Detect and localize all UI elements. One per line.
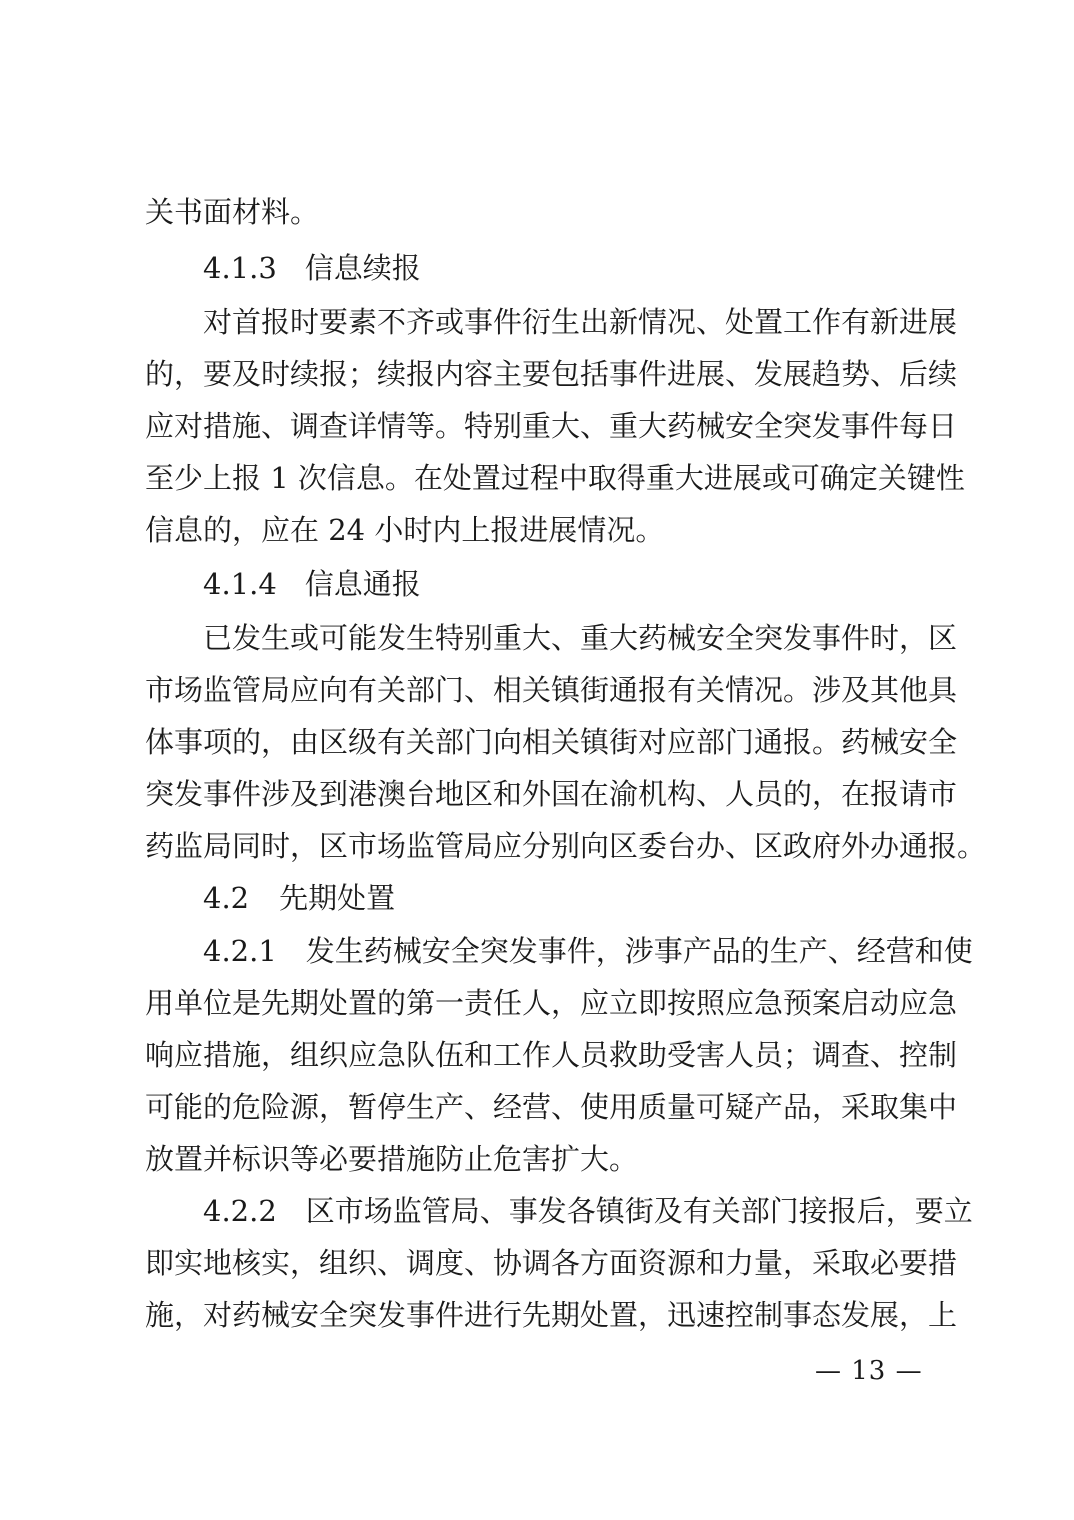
paragraph-line: 体事项的，由区级有关部门向相关镇街对应部门通报。药械安全 [145, 725, 958, 759]
paragraph-line: 放置并标识等必要措施防止危害扩大。 [145, 1142, 639, 1176]
paragraph-line: 对首报时要素不齐或事件衍生出新情况、处置工作有新进展 [203, 305, 958, 339]
paragraph-line: 市场监管局应向有关部门、相关镇街通报有关情况。涉及其他具 [145, 673, 958, 707]
paragraph-line: 可能的危险源，暂停生产、经营、使用质量可疑产品，采取集中 [145, 1090, 958, 1124]
paragraph-line: 信息的，应在 24 小时内上报进展情况。 [145, 513, 665, 547]
paragraph-line: 4.2.2 区市场监管局、事发各镇街及有关部门接报后，要立 [203, 1194, 973, 1228]
section-number: 4.1.4 [203, 567, 277, 601]
paragraph-line: 关书面材料。 [145, 195, 320, 229]
paragraph-line: 4.2.1 发生药械安全突发事件，涉事产品的生产、经营和使 [203, 934, 973, 968]
section-heading-4-1-4 [203, 566, 421, 602]
paragraph-line: 响应措施，组织应急队伍和工作人员救助受害人员；调查、控制 [145, 1038, 958, 1072]
paragraph-line: 已发生或可能发生特别重大、重大药械安全突发事件时，区 [203, 621, 958, 655]
section-heading-4-2 [203, 880, 395, 916]
section-heading-4-1-3 [203, 250, 421, 286]
section-number: 4.1.3 [203, 251, 277, 285]
section-title: 先期处置 [279, 881, 396, 915]
section-number: 4.2 [203, 881, 250, 915]
paragraph-line: 施，对药械安全突发事件进行先期处置，迅速控制事态发展，上 [145, 1298, 958, 1332]
paragraph-line: 的，要及时续报；续报内容主要包括事件进展、发展趋势、后续 [145, 357, 958, 391]
page-number: — 13 — [815, 1356, 923, 1386]
paragraph-line: 即实地核实，组织、调度、协调各方面资源和力量，采取必要措 [145, 1246, 958, 1280]
paragraph-line: 突发事件涉及到港澳台地区和外国在渝机构、人员的，在报请市 [145, 777, 958, 811]
section-title: 信息通报 [304, 567, 421, 601]
paragraph-line: 药监局同时，区市场监管局应分别向区委台办、区政府外办通报。 [145, 829, 987, 863]
section-title: 信息续报 [304, 251, 421, 285]
paragraph-line: 应对措施、调查详情等。特别重大、重大药械安全突发事件每日 [145, 409, 958, 443]
paragraph-line: 至少上报 1 次信息。在处置过程中取得重大进展或可确定关键性 [145, 461, 965, 495]
paragraph-line: 用单位是先期处置的第一责任人，应立即按照应急预案启动应急 [145, 986, 958, 1020]
